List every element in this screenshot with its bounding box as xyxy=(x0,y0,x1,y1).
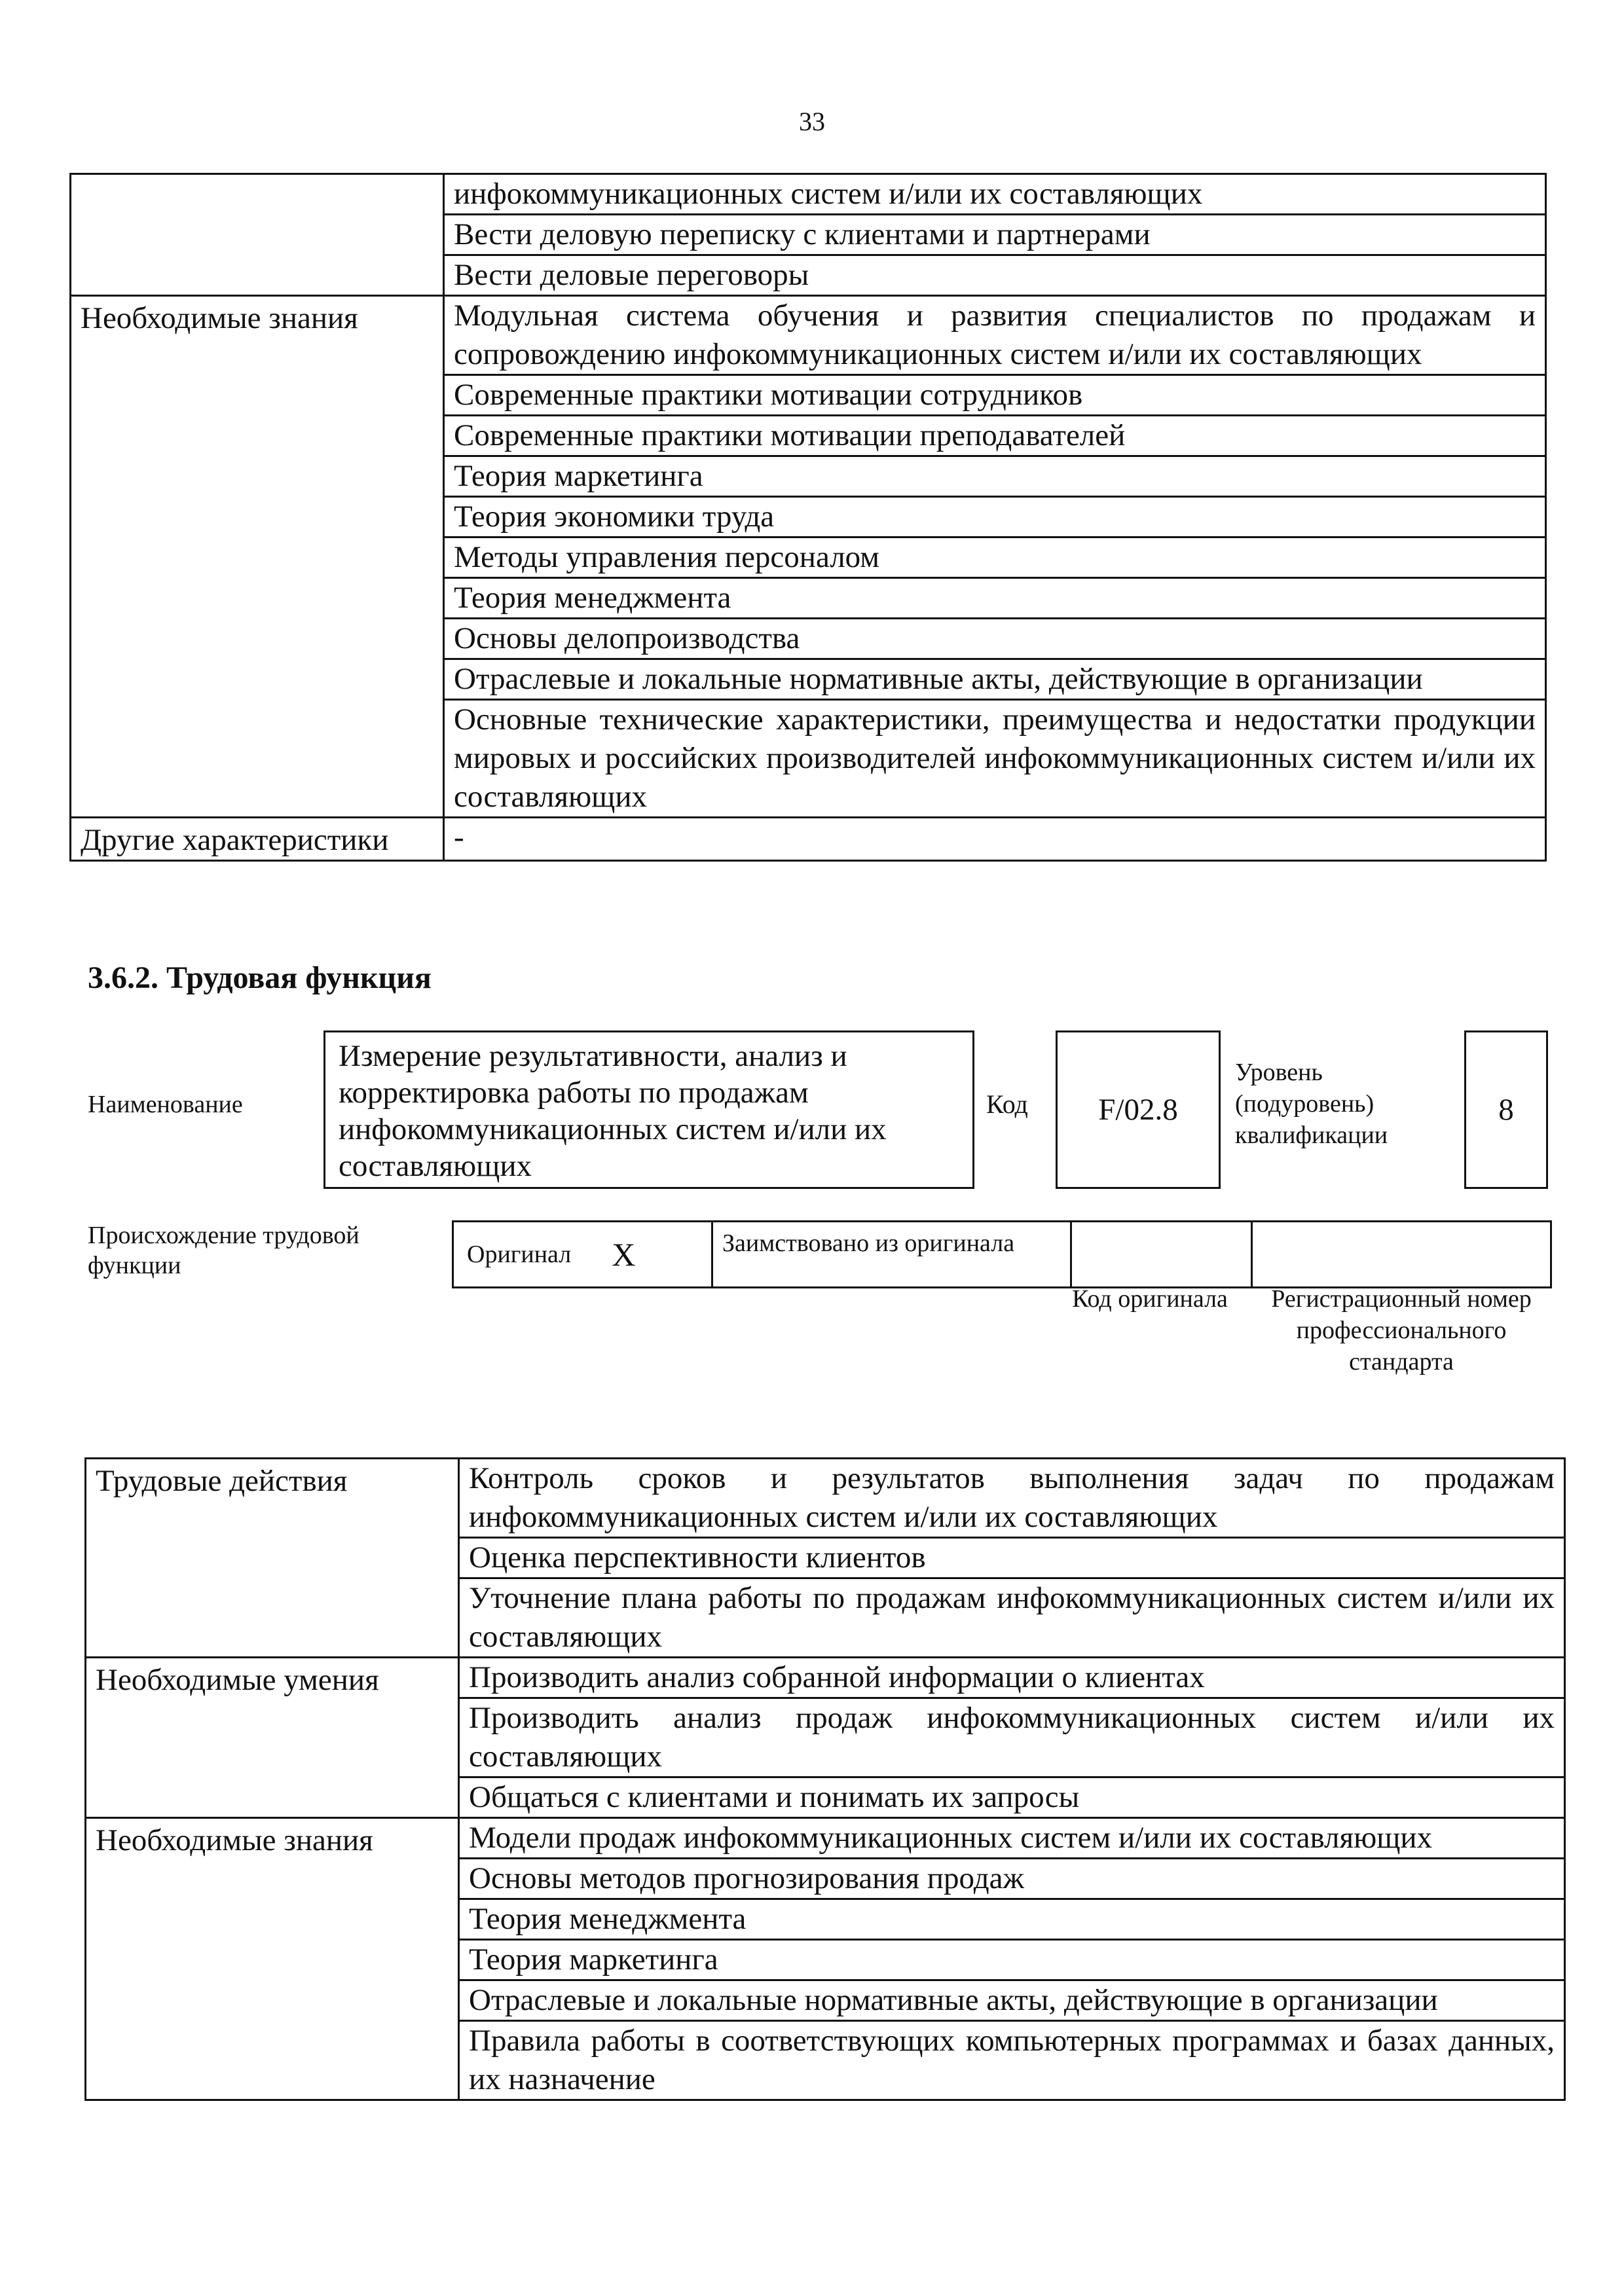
requirement-item: Теория маркетинга xyxy=(444,456,1546,497)
labor-function-code: F/02.8 xyxy=(1056,1030,1221,1189)
origin-code-cell xyxy=(1072,1222,1253,1286)
requirement-item: инфокоммуникационных систем и/или их составляющих xyxy=(444,174,1546,215)
requirement-item: Современные практики мотивации преподавателей xyxy=(444,416,1546,456)
table-row xyxy=(71,818,1546,861)
row-category-label: Необходимые умения xyxy=(86,1658,459,1818)
reg-caption: Регистрационный номер профессионального стандарта xyxy=(1271,1285,1532,1376)
original-label: Оригинал xyxy=(467,1241,572,1268)
table-row xyxy=(86,1818,1565,1859)
code-label: Код xyxy=(986,1089,1028,1119)
origin-label: Происхождение трудовой функции xyxy=(88,1222,360,1279)
table-row xyxy=(71,296,1546,375)
requirement-item: Современные практики мотивации сотрудников xyxy=(444,375,1546,416)
requirement-item: Методы управления персоналом xyxy=(444,538,1546,578)
origin-original-cell xyxy=(454,1222,713,1286)
knowledge-table-continued xyxy=(69,173,1547,862)
origin-row xyxy=(452,1220,1552,1288)
table-row xyxy=(86,1658,1565,1698)
requirement-item: Правила работы в соответствующих компьютерных программах и базах данных, их назначение xyxy=(459,2021,1565,2100)
page-number: 33 xyxy=(799,107,825,136)
row-category-label: Трудовые действия xyxy=(86,1459,459,1658)
row-category-label: Необходимые знания xyxy=(86,1818,459,2100)
requirement-item: Теория экономики труда xyxy=(444,497,1546,538)
requirement-item: Производить анализ собранной информации о клиентах xyxy=(459,1658,1565,1698)
requirement-item: Вести деловые переговоры xyxy=(444,255,1546,296)
level-label: Уровень (подуровень) квалификации xyxy=(1235,1059,1388,1149)
requirement-item: - xyxy=(444,818,1546,861)
requirement-item: Общаться с клиентами и понимать их запросы xyxy=(459,1777,1565,1818)
table-row xyxy=(86,1459,1565,1538)
requirement-item: Вести деловую переписку с клиентами и партнерами xyxy=(444,215,1546,255)
requirement-item: Контроль сроков и результатов выполнения задач по продажам инфокоммуникационных систем и/или их составляющих xyxy=(459,1459,1565,1538)
requirement-item: Теория маркетинга xyxy=(459,1940,1565,1980)
labor-function-table xyxy=(84,1457,1566,2101)
table-row xyxy=(71,174,1546,215)
labor-function-name: Измерение результативности, анализ и корректировка работы по продажам инфокоммуникационных систем и/или их составляющих xyxy=(323,1030,974,1189)
requirement-item: Уточнение плана работы по продажам инфокоммуникационных систем и/или их составляющих xyxy=(459,1578,1565,1658)
borrowed-label: Заимствовано из оригинала xyxy=(713,1222,1072,1286)
row-category-label: Необходимые знания xyxy=(71,296,444,818)
requirement-item: Модели продаж инфокоммуникационных систем и/или их составляющих xyxy=(459,1818,1565,1859)
original-mark: X xyxy=(612,1236,636,1273)
qualification-level: 8 xyxy=(1464,1030,1548,1189)
requirement-item: Теория менеджмента xyxy=(444,578,1546,619)
requirement-item: Теория менеджмента xyxy=(459,1899,1565,1940)
requirement-item: Модульная система обучения и развития специалистов по продажам и сопровождению инфокоммуникационных систем и/или их составляющих xyxy=(444,296,1546,375)
name-label: Наименование xyxy=(88,1091,243,1118)
requirement-item: Основные технические характеристики, преимущества и недостатки продукции мировых и российских производителей инфокоммуникационных систем и/или их составляющих xyxy=(444,700,1546,818)
row-category-label: Другие характеристики xyxy=(71,818,444,861)
row-category-label xyxy=(71,174,444,296)
requirement-item: Отраслевые и локальные нормативные акты, действующие в организации xyxy=(444,659,1546,700)
requirement-item: Производить анализ продаж инфокоммуникационных систем и/или их составляющих xyxy=(459,1698,1565,1777)
origin-reg-cell xyxy=(1253,1222,1550,1286)
requirement-item: Оценка перспективности клиентов xyxy=(459,1538,1565,1578)
requirement-item: Отраслевые и локальные нормативные акты, действующие в организации xyxy=(459,1980,1565,2021)
requirement-item: Основы методов прогнозирования продаж xyxy=(459,1859,1565,1899)
code-caption: Код оригинала xyxy=(1072,1285,1228,1313)
requirement-item: Основы делопроизводства xyxy=(444,619,1546,659)
section-title: 3.6.2. Трудовая функция xyxy=(88,960,432,995)
